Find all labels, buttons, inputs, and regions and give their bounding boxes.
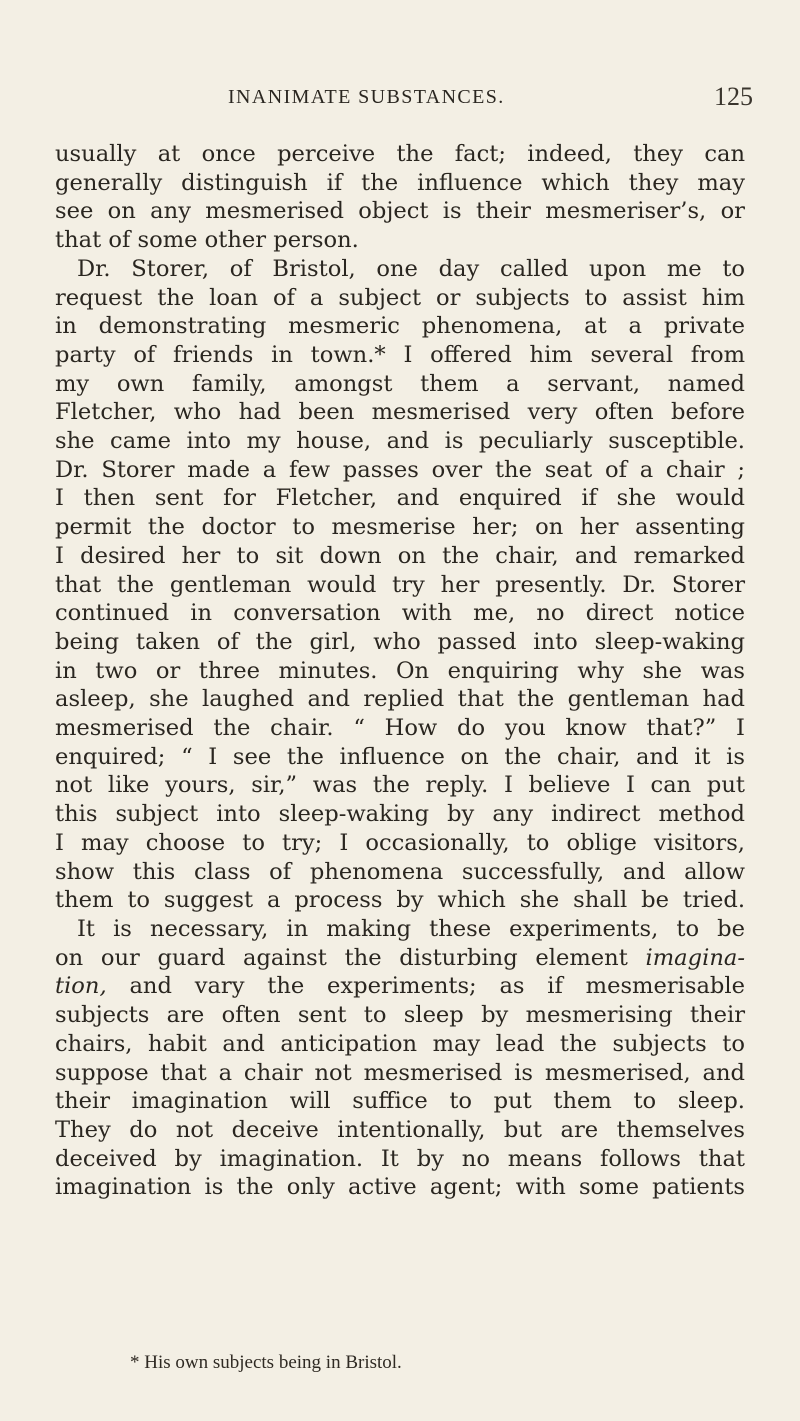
text-line: that of some other person. — [55, 227, 359, 254]
text-line: deceived by imagination. It by no means follows that — [55, 1145, 745, 1172]
text-line — [55, 972, 745, 1001]
text-line: in two or three minutes. On enquiring why she was — [55, 657, 745, 684]
text-line: request the loan of a subject or subjects to assist him — [55, 284, 745, 311]
text-line: their imagination will suffice to put them to sleep. — [55, 1088, 745, 1115]
text-line: show this class of phenomena successfully, and allow — [55, 858, 745, 885]
running-title: INANIMATE SUBSTANCES. — [228, 86, 505, 108]
text-line: I may choose to try; I occasionally, to oblige visitors, — [55, 829, 745, 856]
text-line: in demonstrating mesmeric phenomena, at a private — [55, 313, 745, 340]
text-line: They do not deceive intentionally, but are themselves — [55, 1116, 745, 1143]
text-line: that the gentleman would try her presently. Dr. Storer — [55, 571, 745, 598]
text-line: continued in conversation with me, no direct notice — [55, 600, 745, 627]
text-line: asleep, she laughed and replied that the gentleman had — [55, 686, 745, 713]
text-line: she came into my house, and is peculiarly susceptible. — [55, 428, 745, 455]
page-number: 125 — [714, 82, 753, 111]
text-line: mesmerised the chair. “ How do you know that?” I — [55, 715, 745, 742]
text-line: chairs, habit and anticipation may lead the subjects to — [55, 1030, 745, 1057]
text-line: see on any mesmerised object is their mesmeriser’s, or — [55, 198, 745, 225]
text-line: permit the doctor to mesmerise her; on her assenting — [55, 514, 745, 541]
text-line: Dr. Storer made a few passes over the seat of a chair ; — [55, 456, 745, 483]
text-line: I then sent for Fletcher, and enquired if she would — [55, 485, 745, 512]
text-line: Fletcher, who had been mesmerised very often before — [55, 399, 745, 426]
text-line: enquired; “ I see the influence on the chair, and it is — [55, 743, 745, 770]
text-line: Dr. Storer, of Bristol, one day called upon me to — [77, 255, 745, 282]
italic-word: tion, — [55, 973, 107, 1000]
text-line: them to suggest a process by which she shall be tried. — [55, 887, 745, 914]
text-line: my own family, amongst them a servant, named — [55, 370, 745, 397]
text-line — [55, 944, 745, 973]
text-line: this subject into sleep-waking by any indirect method — [55, 801, 745, 828]
text-line: imagination is the only active agent; with some patients — [55, 1174, 745, 1201]
text-line: suppose that a chair not mesmerised is mesmerised, and — [55, 1059, 745, 1086]
text-line: subjects are often sent to sleep by mesmerising their — [55, 1002, 745, 1029]
text-line: generally distinguish if the influence which they may — [55, 169, 745, 196]
text-line: I desired her to sit down on the chair, and remarked — [55, 542, 745, 569]
text-line: usually at once perceive the fact; indeed, they can — [55, 141, 745, 167]
text-line: It is necessary, in making these experiments, to be — [77, 915, 745, 942]
text-line: party of friends in town.* I offered him several from — [55, 341, 745, 368]
text-line: not like yours, sir,” was the reply. I believe I can put — [55, 772, 745, 799]
footnote: * His own subjects being in Bristol. — [130, 1352, 402, 1373]
text-line: being taken of the girl, who passed into sleep-waking — [55, 628, 745, 655]
running-head — [0, 82, 800, 116]
body-text — [55, 140, 745, 1202]
italic-word: imagina- — [645, 944, 745, 971]
text-fragment: on our guard against the disturbing element — [55, 944, 628, 971]
text-fragment: and vary the experiments; as if mesmerisable — [129, 973, 745, 1000]
